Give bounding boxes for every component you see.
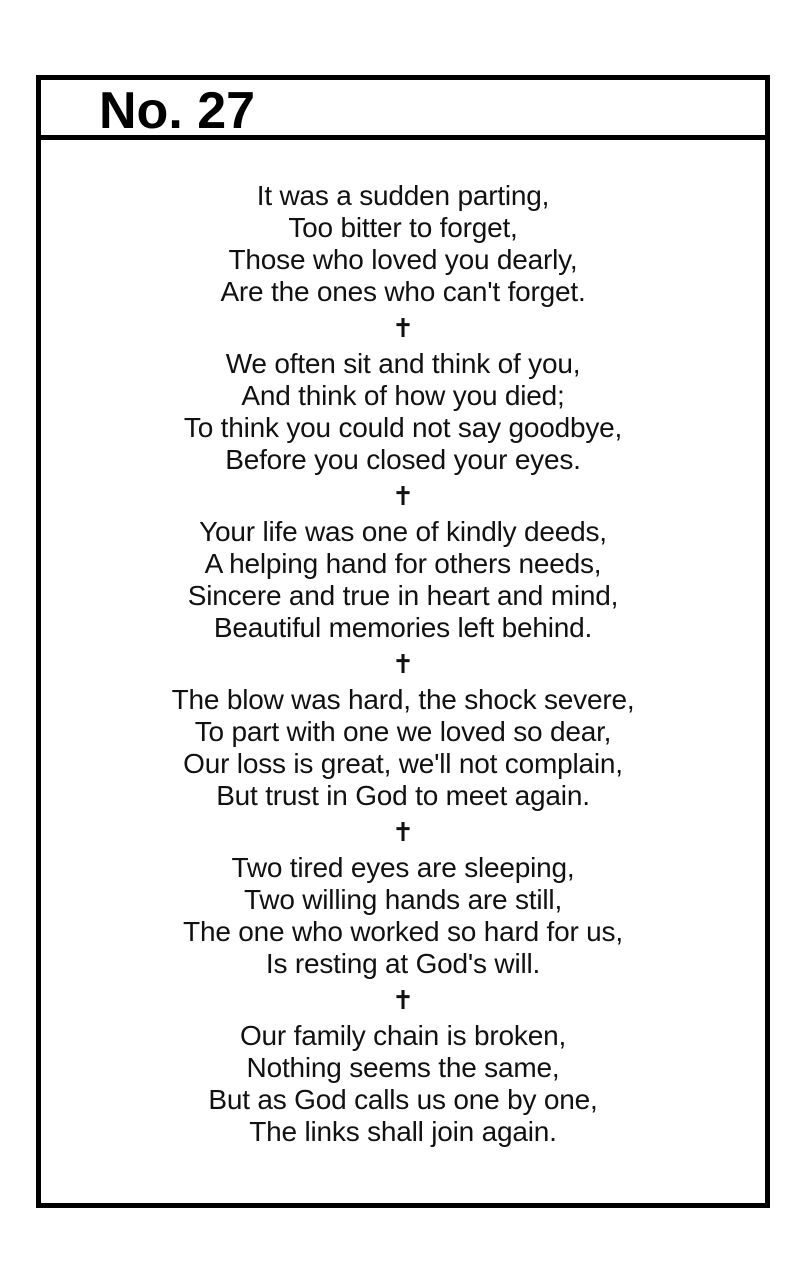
verse-line: Two willing hands are still, xyxy=(243,884,563,915)
verse-line: Our family chain is broken, xyxy=(239,1020,567,1051)
card-header xyxy=(41,80,765,140)
stanza-1 xyxy=(41,180,765,308)
verse-line: Your life was one of kindly deeds, xyxy=(199,516,607,547)
verse-line: The one who worked so hard for us, xyxy=(183,916,623,947)
verse-line: The blow was hard, the shock severe, xyxy=(171,684,635,715)
stanza-2 xyxy=(41,348,765,476)
verse-line: Are the ones who can't forget. xyxy=(220,276,586,307)
verse-line: Is resting at God's will. xyxy=(265,948,541,979)
stanza-4 xyxy=(41,684,765,812)
verse-line: Our loss is great, we'll not complain, xyxy=(183,748,623,779)
verse-line: To part with one we loved so dear, xyxy=(194,716,612,747)
stanza-3 xyxy=(41,516,765,644)
verse-line: It was a sudden parting, xyxy=(256,180,550,211)
verse-line: But as God calls us one by one, xyxy=(208,1084,598,1115)
verse-line: Those who loved you dearly, xyxy=(228,244,578,275)
verse-body xyxy=(41,180,765,1148)
verse-line: A helping hand for others needs, xyxy=(204,548,602,579)
verse-line: Two tired eyes are sleeping, xyxy=(231,852,575,883)
stanza-6 xyxy=(41,1020,765,1148)
verse-line: Nothing seems the same, xyxy=(246,1052,560,1083)
verse-line: Beautiful memories left behind. xyxy=(213,612,593,643)
verse-number: No. 27 xyxy=(99,82,256,140)
cross-icon: ✝ xyxy=(392,481,414,511)
verse-line: To think you could not say goodbye, xyxy=(183,412,623,443)
verse-line: And think of how you died; xyxy=(241,380,565,411)
verse-line: Sincere and true in heart and mind, xyxy=(187,580,619,611)
verse-line: The links shall join again. xyxy=(249,1116,557,1147)
verse-line: Too bitter to forget, xyxy=(288,212,518,243)
verse-line: But trust in God to meet again. xyxy=(216,780,590,811)
verse-line: We often sit and think of you, xyxy=(225,348,581,379)
cross-icon: ✝ xyxy=(392,985,414,1015)
verse-line: Before you closed your eyes. xyxy=(225,444,581,475)
cross-icon: ✝ xyxy=(392,817,414,847)
cross-icon: ✝ xyxy=(392,313,414,343)
verse-card xyxy=(36,75,770,1208)
stanza-5 xyxy=(41,852,765,980)
cross-icon: ✝ xyxy=(392,649,414,679)
